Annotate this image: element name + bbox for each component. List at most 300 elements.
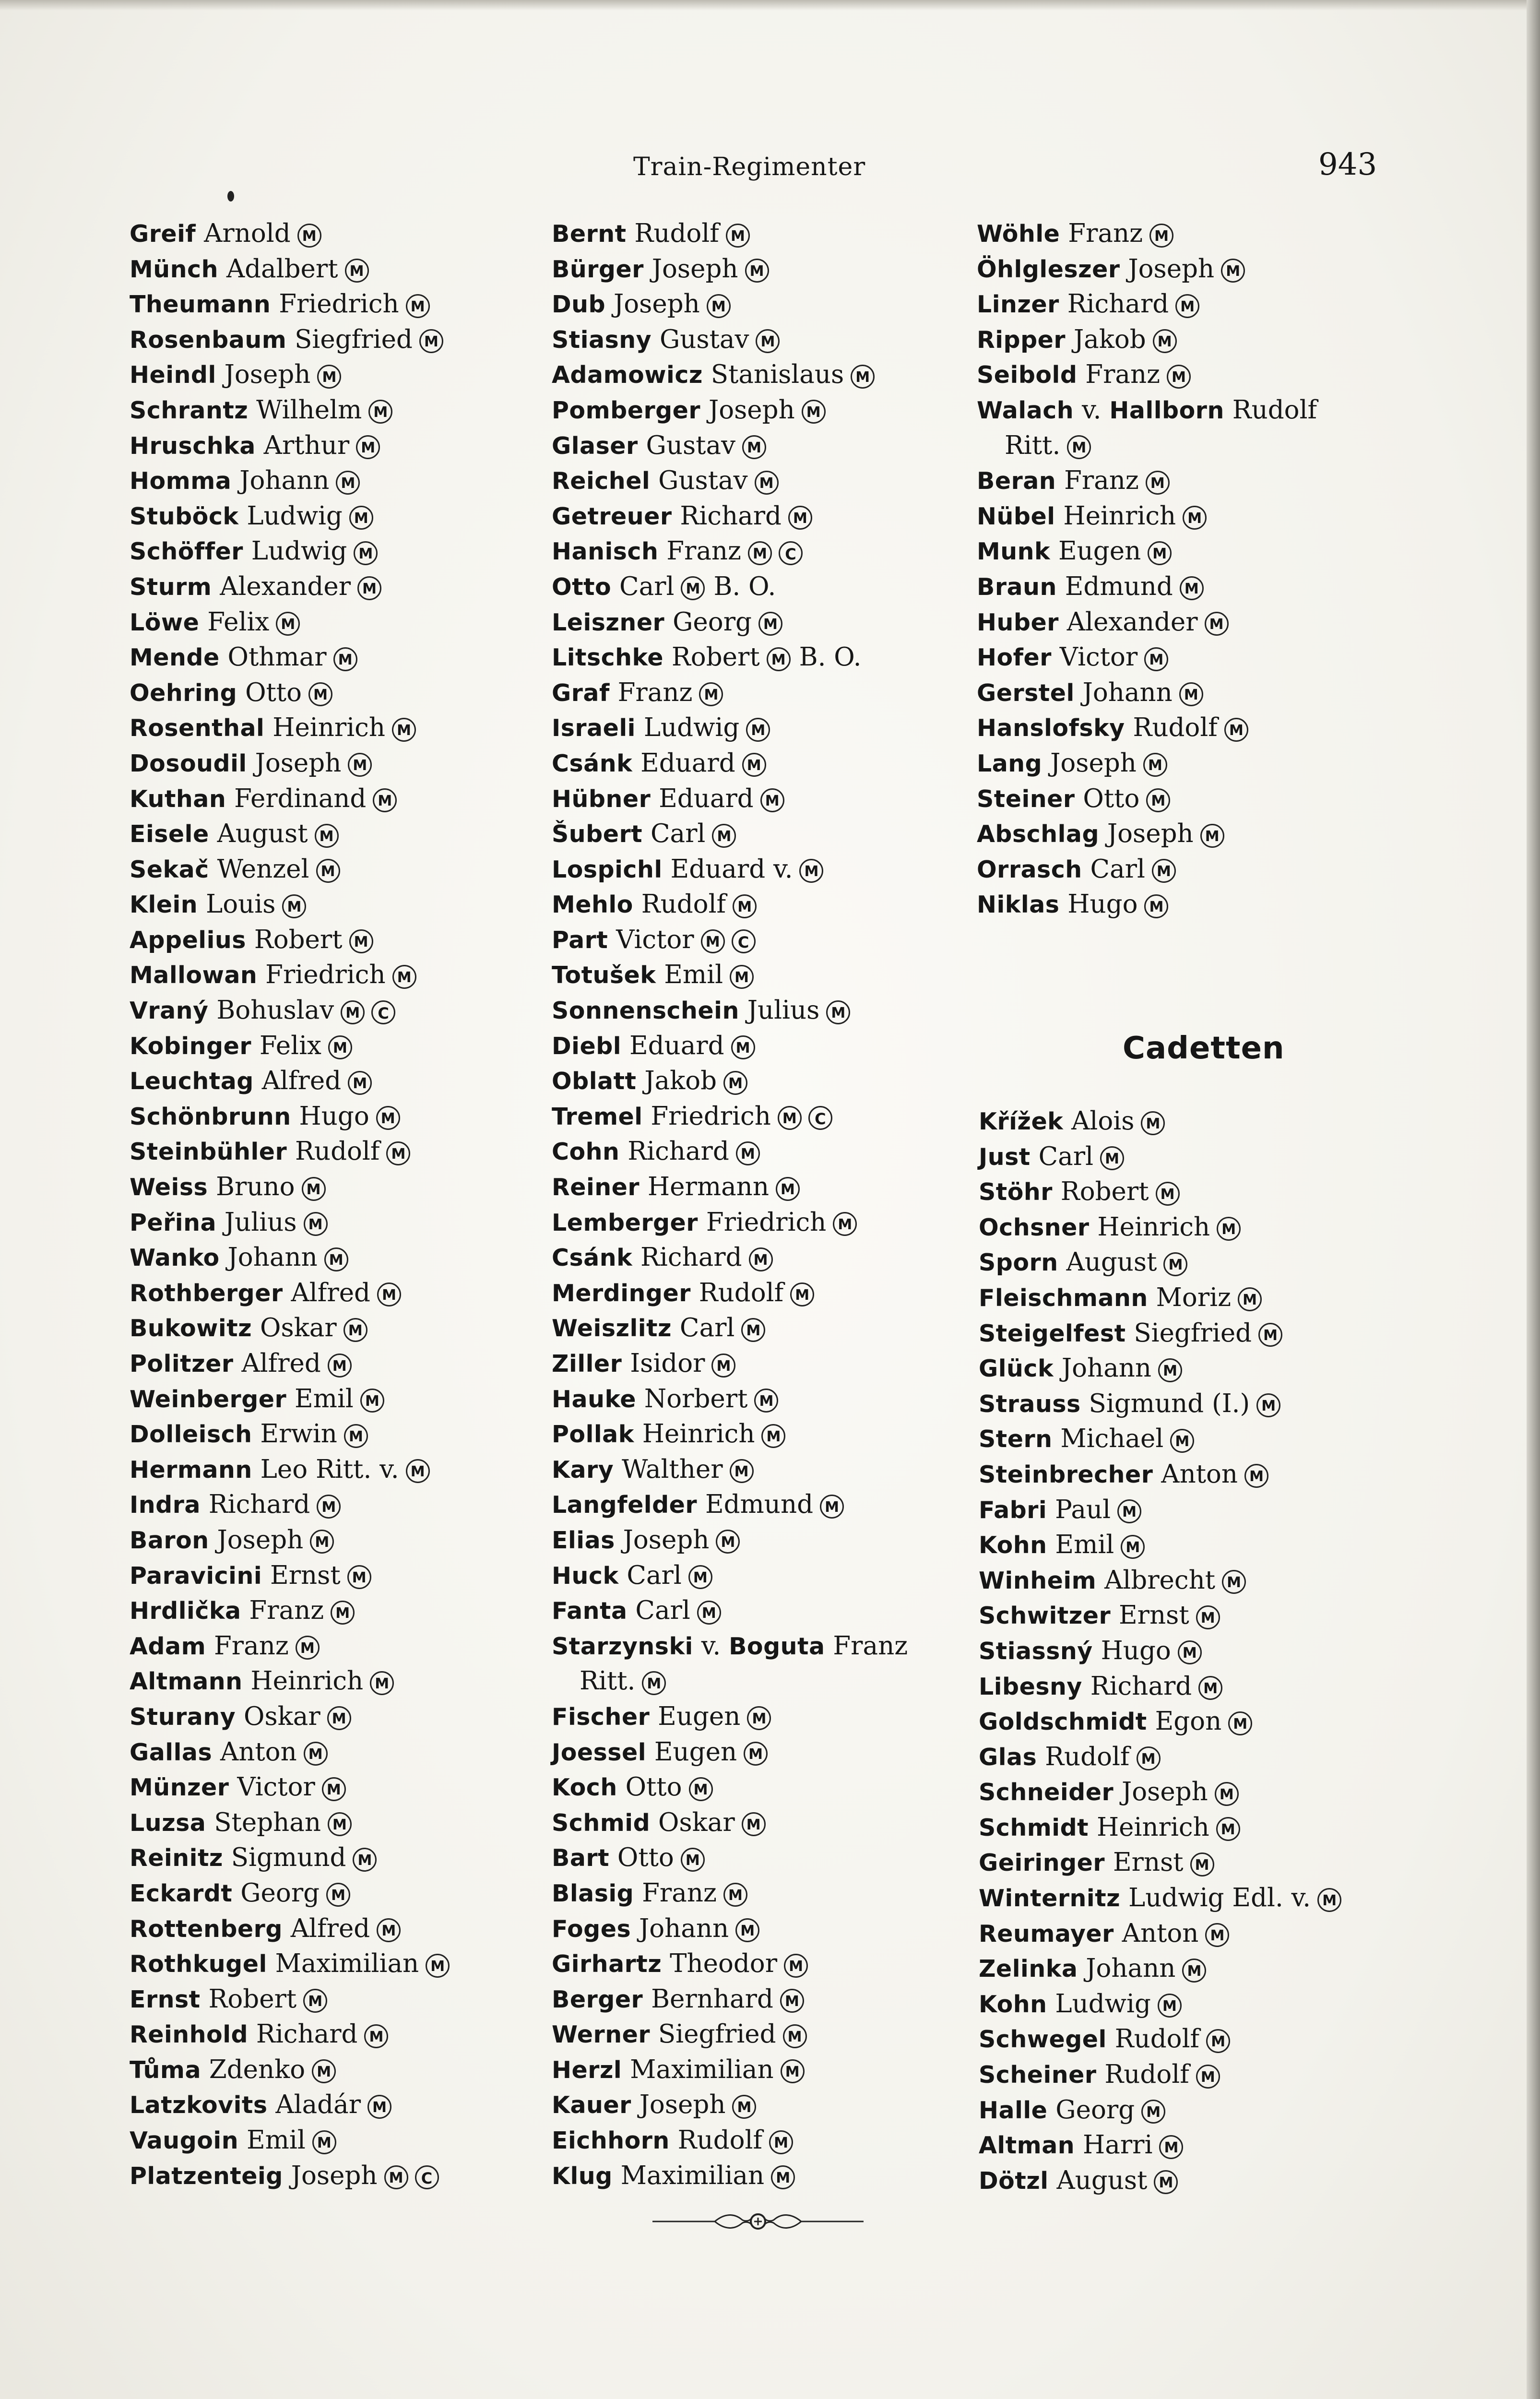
annotation: B. O. (799, 642, 862, 672)
surname: Löwe (130, 608, 200, 636)
surname: Huck (552, 1562, 619, 1590)
surname: Walach (977, 396, 1074, 424)
given-name: Johann (1061, 1354, 1152, 1383)
circled-m-mark: M (820, 1495, 844, 1519)
surname: Scheiner (979, 2061, 1097, 2089)
list-item (130, 1310, 561, 1346)
surname: Appelius (130, 926, 246, 954)
surname: Stuböck (130, 502, 239, 530)
circled-m-mark: M (701, 929, 725, 953)
list-item (130, 957, 561, 993)
surname: Hübner (552, 785, 651, 813)
surname: Baron (130, 1526, 209, 1554)
list-item (979, 1351, 1410, 1386)
given-name: Eugen (658, 1701, 741, 1731)
surname: Öhlgleszer (977, 255, 1120, 283)
circled-m-mark: M (344, 1424, 368, 1448)
given-name: Victor (616, 925, 694, 954)
circled-m-mark: M (392, 718, 416, 742)
surname: Kuthan (130, 785, 226, 813)
given-name: Franz (249, 1596, 324, 1626)
list-item (552, 1982, 983, 2017)
surname: Hofer (977, 644, 1052, 672)
list-item (552, 322, 983, 357)
list-item (977, 251, 1409, 287)
circled-m-mark: M (1170, 1429, 1194, 1453)
list-item (552, 2123, 983, 2158)
circled-m-mark: M (731, 1035, 755, 1059)
given-name: Georg (1055, 2095, 1135, 2125)
given-name: Richard (680, 501, 782, 531)
surname: Bürger (552, 255, 644, 283)
surname: Girhartz (552, 1950, 662, 1978)
surname: Hanslofsky (977, 714, 1125, 742)
circled-m-mark: M (1180, 576, 1204, 600)
list-item (130, 1770, 561, 1805)
list-item (977, 675, 1409, 711)
circled-m-mark: M (345, 259, 369, 283)
surname: Wöhle (977, 220, 1060, 248)
circled-m-mark: M (732, 2095, 756, 2119)
circled-m-mark: M (1258, 1323, 1282, 1347)
surname: Seibold (977, 361, 1078, 389)
circled-m-mark: M (747, 1706, 771, 1730)
circled-m-mark: M (1238, 1287, 1262, 1311)
surname: Schneider (979, 1779, 1114, 1806)
surname: Leiszner (552, 608, 665, 636)
circled-m-mark: M (771, 2165, 795, 2189)
given-name: Arnold (204, 219, 291, 248)
list-item (552, 463, 983, 499)
circled-m-mark: M (317, 1495, 341, 1519)
surname: Merdinger (552, 1279, 691, 1307)
given-name: v. (1082, 395, 1110, 425)
surname: Linzer (977, 291, 1059, 319)
surname: Foges (552, 1915, 631, 1943)
circled-c-mark: C (808, 1106, 832, 1130)
circled-m-mark: M (376, 1106, 400, 1130)
surname: Ernst (130, 1985, 201, 2013)
surname: Leuchtag (130, 1068, 254, 1095)
surname: Schöffer (130, 538, 243, 566)
circled-m-mark: M (1221, 259, 1245, 283)
circled-m-mark: M (377, 1283, 401, 1306)
surname: Weinberger (130, 1385, 287, 1413)
given-name: Joseph (708, 395, 795, 425)
surname: Braun (977, 573, 1057, 601)
circled-m-mark: M (851, 365, 875, 389)
surname: Hruschka (130, 432, 256, 460)
given-name: Paul (1055, 1495, 1111, 1524)
given-name: Maximilian (630, 2055, 774, 2084)
list-item (130, 251, 561, 287)
surname: Joessel (552, 1738, 646, 1766)
given-name: Carl (627, 1560, 682, 1590)
list-item (130, 357, 561, 392)
circled-m-mark: M (756, 329, 780, 353)
given-name: Maximilian (275, 1949, 419, 1979)
surname: Part (552, 926, 608, 954)
list-item (130, 1876, 561, 1911)
given-name: Alfred (241, 1349, 321, 1378)
surname: Reumayer (979, 1920, 1114, 1948)
given-name: Edmund (1065, 571, 1173, 601)
circled-m-mark: M (1067, 435, 1091, 459)
surname: Berger (552, 1985, 643, 2013)
circled-m-mark: M (1179, 682, 1203, 706)
surname: Just (979, 1143, 1031, 1171)
list-item (130, 1063, 561, 1099)
circled-m-mark: M (799, 859, 823, 883)
surname: Dub (552, 291, 606, 319)
surname: Schmidt (979, 1814, 1089, 1841)
given-name: Richard (628, 1137, 729, 1166)
circled-m-mark: M (1141, 1111, 1165, 1135)
list-item (130, 1028, 561, 1064)
circled-m-mark: M (783, 2024, 807, 2048)
given-name: Erwin (260, 1419, 337, 1449)
circled-m-mark: M (748, 541, 772, 565)
list-item (552, 1699, 983, 1734)
list-item (130, 463, 561, 499)
circled-m-mark: M (312, 2059, 336, 2083)
list-item (977, 746, 1409, 781)
circled-m-mark: M (1153, 329, 1177, 353)
surname: Homma (130, 467, 232, 495)
surname: Lemberger (552, 1209, 698, 1236)
list-item (552, 1275, 983, 1311)
column-3 (977, 216, 1409, 922)
circled-m-mark: M (741, 1318, 765, 1342)
given-name: Felix (259, 1031, 321, 1060)
list-item (552, 569, 983, 605)
given-name: Ludwig (251, 536, 347, 566)
circled-m-mark: M (426, 1954, 450, 1978)
given-name: Alfred (291, 1278, 370, 1307)
given-name: Friedrich (265, 960, 386, 990)
circled-m-mark: M (742, 435, 766, 459)
list-item (552, 781, 983, 817)
surname: Halle (979, 2096, 1048, 2124)
surname: Vraný (130, 997, 209, 1025)
list-item (130, 1699, 561, 1734)
surname: Lospichl (552, 855, 663, 883)
surname: Steigelfest (979, 1319, 1126, 1347)
surname: Gallas (130, 1738, 213, 1766)
given-name: Stephan (214, 1807, 321, 1837)
given-name: Oskar (260, 1313, 337, 1343)
circled-m-mark: M (788, 506, 812, 530)
given-name: Carl (619, 571, 675, 601)
surname: Reiner (552, 1174, 640, 1201)
list-item (552, 993, 983, 1028)
surname: Nübel (977, 502, 1055, 530)
surname: Luzsa (130, 1809, 206, 1837)
surname: Fleischmann (979, 1284, 1148, 1312)
surname: Steinbühler (130, 1138, 287, 1166)
ink-dot (227, 191, 234, 202)
surname: Bukowitz (130, 1315, 252, 1342)
surname-part: Hallborn (1109, 396, 1224, 424)
given-name: Bruno (216, 1172, 295, 1202)
given-name: Johann (639, 1913, 729, 1943)
circled-m-mark: M (689, 1777, 713, 1801)
surname: Oehring (130, 679, 237, 707)
surname: Csánk (552, 749, 633, 777)
surname-part: Boguta (729, 1632, 825, 1660)
circled-m-mark: M (357, 576, 381, 600)
given-name: Carl (1038, 1141, 1094, 1171)
surname: Latzkovits (130, 2091, 268, 2119)
list-item (552, 852, 983, 887)
list-item (130, 1805, 561, 1841)
circled-m-mark: M (1182, 1959, 1206, 1983)
circled-m-mark: M (735, 1918, 759, 1942)
given-name: Ernst (1118, 1601, 1189, 1630)
surname: Sturm (130, 573, 212, 601)
annotation: B. O. (713, 571, 776, 601)
surname: Rothkugel (130, 1950, 267, 1978)
surname: Strauss (979, 1390, 1081, 1418)
given-name: Otto (1083, 784, 1140, 813)
surname: Kohn (979, 1532, 1047, 1559)
surname: Šubert (552, 820, 643, 848)
circled-m-mark: M (297, 224, 321, 248)
circled-m-mark: M (742, 1812, 766, 1836)
given-name: Heinrich (1063, 501, 1176, 531)
list-item (130, 569, 561, 605)
given-name: Alfred (261, 1066, 342, 1096)
list-item (552, 746, 983, 781)
surname: Dolleisch (130, 1421, 252, 1449)
given-name: Richard (1090, 1671, 1192, 1701)
circled-m-mark: M (348, 1071, 372, 1095)
surname: Sporn (979, 1249, 1058, 1277)
given-name: Robert (208, 1984, 297, 2014)
given-name: Franz (1064, 466, 1139, 496)
circled-m-mark: M (781, 2059, 805, 2083)
circled-m-mark: M (328, 1354, 352, 1378)
given-name: Georg (673, 607, 752, 637)
list-item (979, 1210, 1410, 1245)
circled-m-mark: M (1196, 2065, 1220, 2089)
given-name: Robert (671, 642, 760, 672)
given-name: Ludwig Edl. v. (1128, 1883, 1311, 1913)
surname: Tremel (552, 1103, 643, 1130)
circled-m-mark: M (784, 1954, 808, 1978)
surname: Litschke (552, 644, 664, 672)
circled-m-mark: M (730, 1459, 754, 1483)
surname: Winternitz (979, 1885, 1121, 1912)
list-item (977, 852, 1409, 887)
given-name: Walther (622, 1454, 723, 1484)
circled-m-mark: M (296, 1636, 320, 1660)
surname: Rothberger (130, 1279, 283, 1307)
list-item (979, 1280, 1410, 1316)
surname: Geiringer (979, 1849, 1105, 1877)
list-item (130, 428, 561, 463)
circled-m-mark: M (368, 400, 392, 424)
circled-m-mark: M (1158, 1358, 1182, 1382)
surname: Huber (977, 608, 1059, 636)
circled-m-mark: M (726, 224, 750, 248)
given-name: Victor (237, 1772, 315, 1802)
list-item (979, 1492, 1410, 1528)
list-item (552, 1381, 983, 1417)
circled-m-mark: M (776, 1177, 800, 1201)
circled-m-mark: M (406, 1459, 430, 1483)
list-item (552, 1028, 983, 1064)
circled-m-mark: M (1121, 1535, 1145, 1559)
list-item (130, 1381, 561, 1417)
circled-m-mark: M (333, 647, 357, 671)
given-name: Carl (650, 819, 706, 849)
surname: Fanta (552, 1597, 628, 1625)
circled-m-mark: M (1196, 1605, 1220, 1629)
surname: Klug (552, 2162, 613, 2190)
list-item (977, 816, 1409, 852)
circled-m-mark: M (304, 1742, 328, 1766)
given-name: Oskar (658, 1807, 735, 1837)
surname: Stiassný (979, 1637, 1093, 1665)
circled-m-mark: M (406, 294, 430, 318)
given-name: Alexander (1066, 607, 1198, 637)
list-item (977, 322, 1409, 357)
given-name: Michael (1060, 1424, 1164, 1454)
given-name: Johann (1082, 677, 1173, 707)
given-name: Gustav (646, 430, 736, 460)
given-name: Johann (227, 1243, 318, 1272)
given-name: Hugo (1067, 890, 1138, 919)
surname: Zelinka (979, 1955, 1078, 1983)
surname: Hanisch (552, 538, 659, 566)
circled-m-mark: M (1224, 718, 1248, 742)
circled-m-mark: M (736, 1141, 760, 1165)
circled-m-mark: M (749, 1247, 773, 1271)
list-item (130, 286, 561, 322)
given-name: Rudolf (1045, 1742, 1130, 1771)
list-item (552, 2052, 983, 2088)
given-name: Egon (1155, 1707, 1222, 1736)
list-item (130, 1416, 561, 1452)
circled-m-mark: M (1183, 506, 1207, 530)
circled-m-mark: M (1317, 1888, 1341, 1912)
list-item (130, 2158, 561, 2194)
list-item (130, 1734, 561, 1770)
surname: Kary (552, 1456, 614, 1484)
surname: Oblatt (552, 1068, 637, 1095)
surname: Schönbrunn (130, 1103, 291, 1130)
surname: Herzl (552, 2056, 622, 2084)
surname: Steiner (977, 785, 1075, 813)
list-item (552, 357, 983, 392)
surname: Csánk (552, 1244, 633, 1272)
given-name: August (217, 819, 308, 849)
circled-m-mark: M (370, 1671, 394, 1695)
given-name: Aladár (275, 2090, 361, 2120)
surname: Langfelder (552, 1491, 698, 1519)
circled-m-mark: M (1159, 2135, 1183, 2159)
list-item (552, 1876, 983, 1911)
circled-m-mark: M (367, 2095, 391, 2119)
given-name: Franz (617, 677, 693, 707)
given-name: Theodor (670, 1949, 778, 1979)
surname: Glück (979, 1355, 1054, 1383)
list-item (552, 957, 983, 993)
list-item (979, 1739, 1410, 1775)
circled-m-mark: M (1205, 612, 1229, 636)
surname: Glas (979, 1743, 1037, 1771)
list-item (130, 1558, 561, 1593)
circled-m-mark: M (1163, 1252, 1187, 1276)
page-right-edge-shadow (1527, 0, 1540, 2399)
given-name: Stanislaus (711, 360, 844, 390)
given-name: Ludwig (247, 501, 343, 531)
surname: Indra (130, 1491, 201, 1519)
given-name: Joseph (652, 254, 738, 284)
given-name: Rudolf (1114, 2024, 1200, 2054)
surname: Mallowan (130, 962, 258, 989)
circled-m-mark: M (1205, 1923, 1229, 1947)
circled-m-mark: M (1146, 788, 1170, 812)
surname: Fischer (552, 1703, 650, 1731)
list-item (552, 1663, 983, 1699)
given-name: Ritt. (580, 1666, 636, 1696)
list-item (552, 392, 983, 428)
given-name: Rudolf (1104, 2060, 1189, 2090)
given-name: Joseph (255, 748, 342, 778)
circled-m-mark: M (1228, 1711, 1252, 1735)
list-item (130, 1522, 561, 1558)
circled-m-mark: M (1215, 1782, 1239, 1806)
circled-m-mark: M (384, 2165, 408, 2189)
surname: Orrasch (977, 855, 1082, 883)
given-name: Gustav (658, 466, 748, 496)
surname: Munk (977, 538, 1051, 566)
surname: Weiszlitz (552, 1315, 672, 1342)
circled-m-mark: M (778, 1106, 802, 1130)
circled-m-mark: M (723, 1071, 747, 1095)
surname: Schwegel (979, 2026, 1107, 2054)
circled-m-mark: M (282, 894, 306, 918)
circled-m-mark: M (1137, 1746, 1161, 1770)
surname: Bart (552, 1844, 610, 1872)
column-1 (130, 216, 561, 2193)
list-item (130, 2123, 561, 2158)
list-item (130, 499, 561, 534)
surname: Reinhold (130, 2021, 249, 2049)
surname: Cohn (552, 1138, 620, 1166)
circled-m-mark: M (1100, 1146, 1124, 1170)
surname: Kauer (552, 2091, 631, 2119)
list-item (552, 1734, 983, 1770)
given-name: Joseph (224, 360, 311, 390)
given-name: Eugen (654, 1737, 737, 1767)
list-item (552, 1134, 983, 1169)
surname: Graf (552, 679, 610, 707)
surname: Koch (552, 1774, 617, 1802)
list-item (130, 1275, 561, 1311)
list-item (552, 1099, 983, 1134)
surname: Heindl (130, 361, 216, 389)
list-item (130, 1099, 561, 1134)
list-item (979, 1986, 1410, 2022)
surname: Rosenbaum (130, 326, 287, 354)
list-item (552, 887, 983, 922)
list-item (552, 605, 983, 640)
given-name: Otto (617, 1843, 674, 1873)
surname: Münzer (130, 1774, 229, 1802)
